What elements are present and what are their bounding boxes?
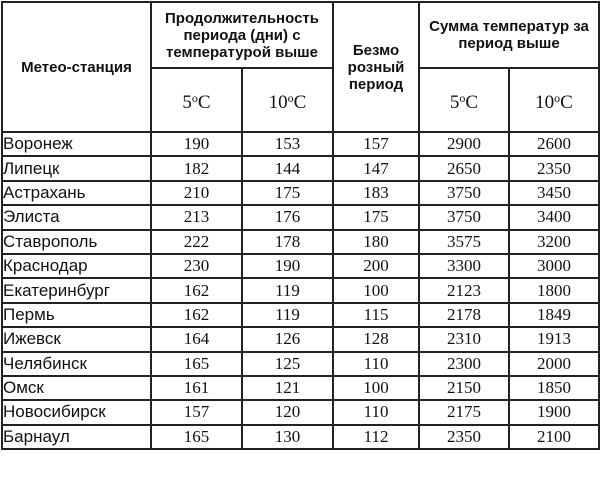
table-row <box>2 205 599 229</box>
station-name: Ижевск <box>2 327 151 351</box>
temp-unit: С <box>560 91 573 113</box>
duration-10-cell: 121 <box>242 376 333 400</box>
frost-free-cell: 115 <box>333 303 419 327</box>
table-header <box>2 2 599 132</box>
frost-free-cell: 128 <box>333 327 419 351</box>
degree-sign: о <box>191 90 198 105</box>
temp-unit: С <box>293 91 307 113</box>
sum-5-cell: 3750 <box>419 181 509 205</box>
frost-free-cell: 175 <box>333 205 419 229</box>
duration-10-cell: 175 <box>242 181 333 205</box>
duration-10-header <box>242 68 333 132</box>
duration-5-cell: 182 <box>151 156 242 180</box>
duration-10-cell: 178 <box>242 230 333 254</box>
table-row <box>2 230 599 254</box>
temp-value: 10 <box>268 91 288 113</box>
temp-value: 10 <box>535 91 555 113</box>
table-row <box>2 181 599 205</box>
station-name: Элиста <box>2 205 151 229</box>
sum-5-cell: 2650 <box>419 156 509 180</box>
table-row <box>2 254 599 278</box>
sum-10-cell: 1850 <box>509 376 599 400</box>
duration-5-cell: 165 <box>151 425 242 449</box>
duration-10-cell: 120 <box>242 400 333 424</box>
sum-10-cell: 3000 <box>509 254 599 278</box>
sum-10-cell: 2350 <box>509 156 599 180</box>
sum-10-cell: 3200 <box>509 230 599 254</box>
sum-5-header <box>419 68 509 132</box>
temp-unit: С <box>197 91 211 113</box>
duration-10-cell: 125 <box>242 352 333 376</box>
duration-10-cell: 176 <box>242 205 333 229</box>
duration-10-cell: 119 <box>242 303 333 327</box>
duration-group-header: Продолжительность периода (дни) с температурой выше <box>151 2 333 68</box>
sum-10-cell: 1800 <box>509 278 599 302</box>
frost-free-cell: 112 <box>333 425 419 449</box>
meteo-stations-table <box>1 1 600 450</box>
header-row-top <box>2 2 599 68</box>
station-name: Екатеринбург <box>2 278 151 302</box>
station-name: Барнаул <box>2 425 151 449</box>
sum-10-cell: 1900 <box>509 400 599 424</box>
sum-5-cell: 2900 <box>419 132 509 156</box>
station-name: Воронеж <box>2 132 151 156</box>
sum-10-header <box>509 68 599 132</box>
temperature-sum-group-header: Сумма температур за период выше <box>419 2 599 68</box>
duration-5-cell: 164 <box>151 327 242 351</box>
duration-5-cell: 213 <box>151 205 242 229</box>
degree-sign: о <box>554 90 561 105</box>
sum-5-cell: 2350 <box>419 425 509 449</box>
degree-sign: о <box>459 90 466 105</box>
duration-10-cell: 190 <box>242 254 333 278</box>
frost-free-cell: 100 <box>333 278 419 302</box>
temp-value: 5 <box>449 91 460 113</box>
sum-5-cell: 3300 <box>419 254 509 278</box>
sum-10-cell: 2000 <box>509 352 599 376</box>
sum-10-cell: 1849 <box>509 303 599 327</box>
frost-free-cell: 200 <box>333 254 419 278</box>
table-row <box>2 156 599 180</box>
table-row <box>2 352 599 376</box>
frost-free-column-header: Безмо розный период <box>333 2 419 132</box>
duration-5-cell: 230 <box>151 254 242 278</box>
duration-10-cell: 119 <box>242 278 333 302</box>
table-row <box>2 425 599 449</box>
sum-5-cell: 2123 <box>419 278 509 302</box>
station-name: Челябинск <box>2 352 151 376</box>
duration-5-cell: 162 <box>151 303 242 327</box>
frost-free-cell: 100 <box>333 376 419 400</box>
sum-5-cell: 3750 <box>419 205 509 229</box>
table-row <box>2 400 599 424</box>
frost-free-cell: 110 <box>333 400 419 424</box>
sum-10-cell: 3400 <box>509 205 599 229</box>
duration-10-cell: 130 <box>242 425 333 449</box>
duration-5-cell: 162 <box>151 278 242 302</box>
table-row <box>2 303 599 327</box>
temp-unit: С <box>465 91 479 113</box>
station-name: Омск <box>2 376 151 400</box>
sum-5-cell: 2310 <box>419 327 509 351</box>
temp-value: 5 <box>182 91 192 113</box>
station-name: Новосибирск <box>2 400 151 424</box>
sum-10-cell: 2600 <box>509 132 599 156</box>
frost-free-cell: 183 <box>333 181 419 205</box>
sum-10-cell: 1913 <box>509 327 599 351</box>
sum-5-cell: 2300 <box>419 352 509 376</box>
table-row <box>2 278 599 302</box>
table-body <box>2 132 599 449</box>
frost-free-cell: 180 <box>333 230 419 254</box>
duration-5-cell: 210 <box>151 181 242 205</box>
duration-5-cell: 190 <box>151 132 242 156</box>
station-column-header: Метео-станция <box>2 2 151 132</box>
station-name: Пермь <box>2 303 151 327</box>
sum-10-cell: 3450 <box>509 181 599 205</box>
sum-5-cell: 2178 <box>419 303 509 327</box>
degree-sign: о <box>287 90 294 105</box>
duration-5-cell: 222 <box>151 230 242 254</box>
frost-free-cell: 157 <box>333 132 419 156</box>
table-row <box>2 327 599 351</box>
duration-5-cell: 165 <box>151 352 242 376</box>
sum-10-cell: 2100 <box>509 425 599 449</box>
frost-free-cell: 147 <box>333 156 419 180</box>
sum-5-cell: 3575 <box>419 230 509 254</box>
frost-free-cell: 110 <box>333 352 419 376</box>
duration-5-cell: 161 <box>151 376 242 400</box>
table-row <box>2 132 599 156</box>
station-name: Астрахань <box>2 181 151 205</box>
station-name: Ставрополь <box>2 230 151 254</box>
sum-5-cell: 2150 <box>419 376 509 400</box>
station-name: Краснодар <box>2 254 151 278</box>
duration-10-cell: 153 <box>242 132 333 156</box>
duration-10-cell: 126 <box>242 327 333 351</box>
table-row <box>2 376 599 400</box>
duration-5-header <box>151 68 242 132</box>
duration-5-cell: 157 <box>151 400 242 424</box>
duration-10-cell: 144 <box>242 156 333 180</box>
station-name: Липецк <box>2 156 151 180</box>
sum-5-cell: 2175 <box>419 400 509 424</box>
